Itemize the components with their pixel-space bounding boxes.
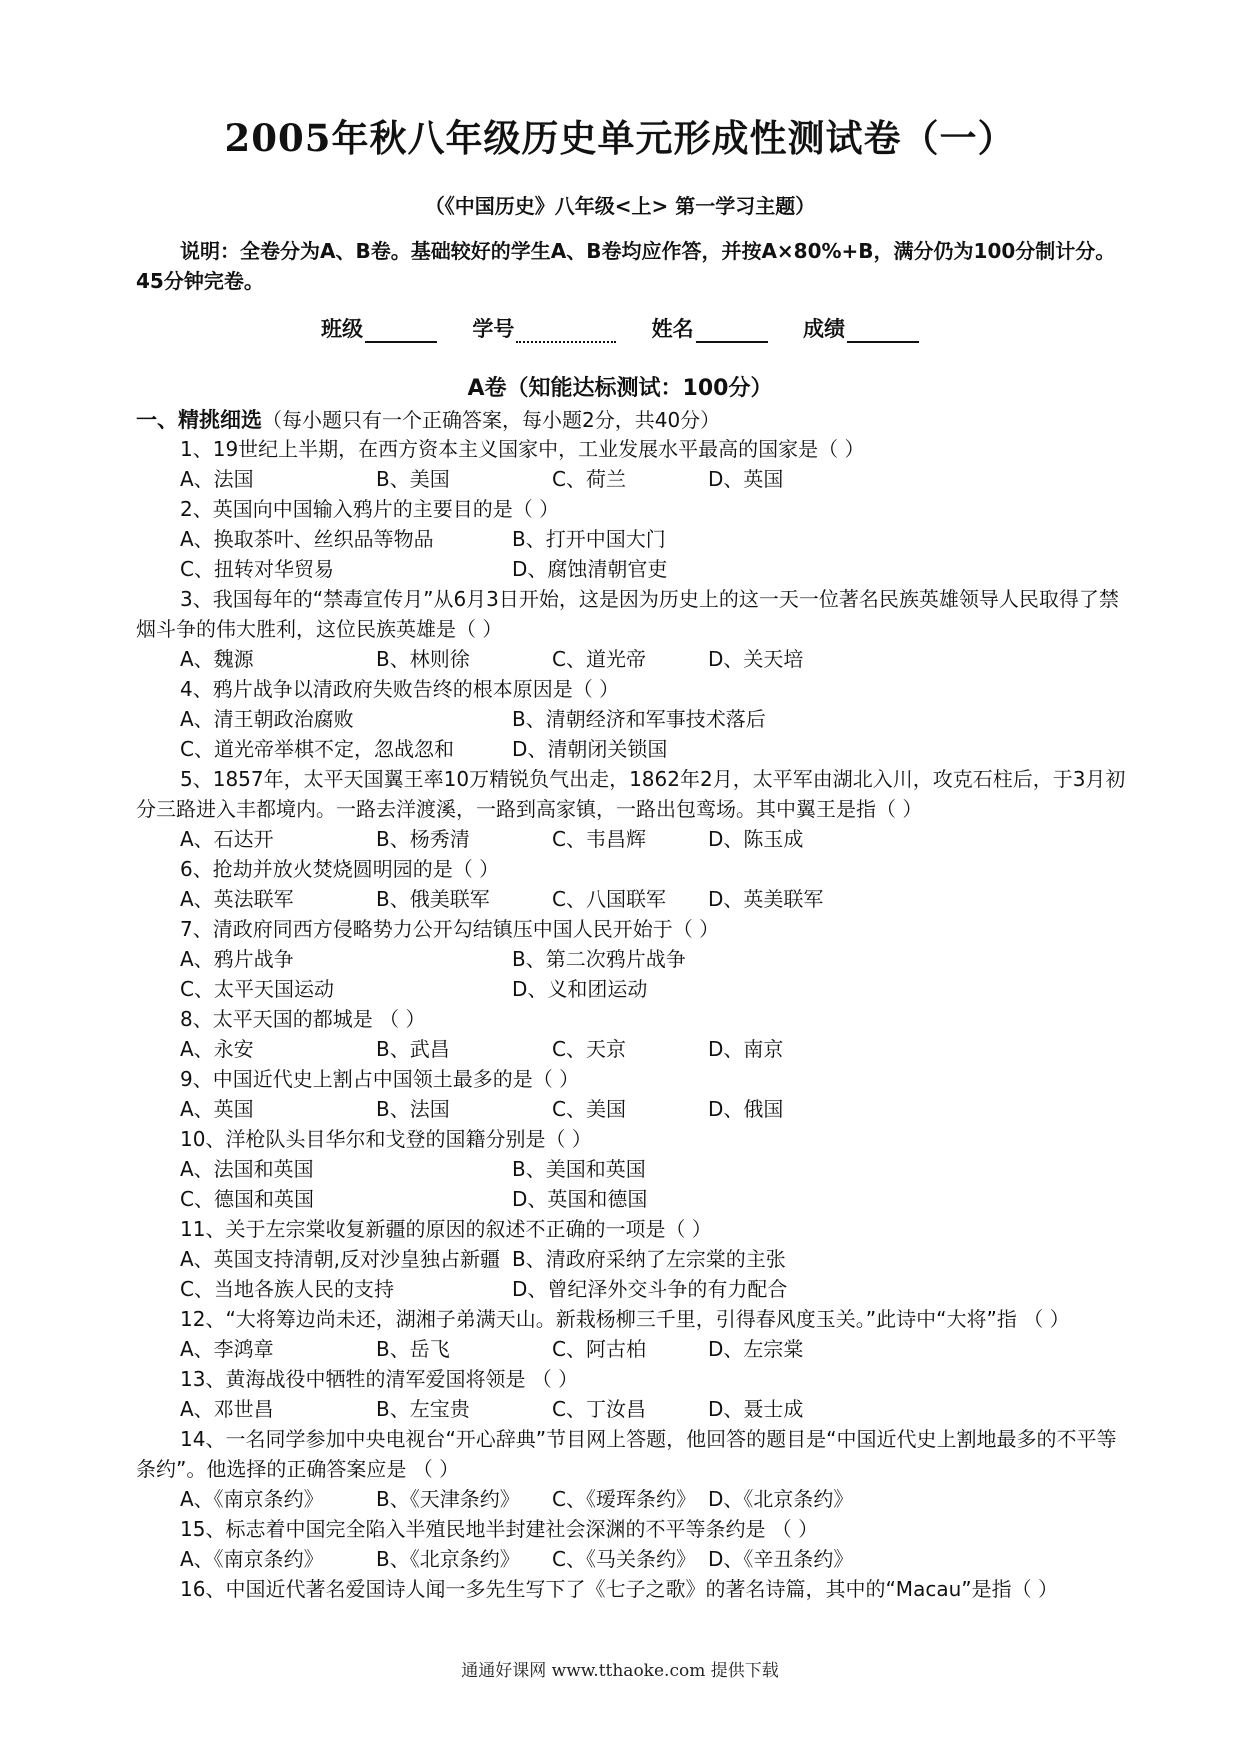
answer-option[interactable]: C、太平天国运动 [180,977,334,1001]
answer-option[interactable]: C、天京 [552,1037,626,1061]
name-field[interactable] [652,313,768,343]
answer-option[interactable]: B、武昌 [376,1037,450,1061]
question-13 [136,1364,1126,1424]
footer-credit: 通通好课网 www.tthaoke.com 提供下载 [461,1661,779,1681]
answer-option[interactable]: D、聂士成 [708,1397,804,1421]
question-stem: 8、太平天国的都城是 （ ） [180,1007,426,1031]
answer-option[interactable]: D、《北京条约》 [708,1487,854,1511]
answer-option[interactable]: B、美国 [376,467,450,491]
answer-option[interactable]: D、南京 [708,1037,784,1061]
option-row [136,824,1126,854]
question-15 [136,1514,1126,1574]
answer-option[interactable]: C、德国和英国 [180,1187,314,1211]
name-blank[interactable] [696,321,768,343]
question-9 [136,1064,1126,1124]
section-1-title: 一、精挑细选 [136,408,262,432]
question-stem: 4、鸦片战争以清政府失败告终的根本原因是（ ） [180,677,620,701]
page-title: 2005年秋八年级历史单元形成性测试卷（一） [224,116,1016,160]
answer-option[interactable]: A、英国 [180,1097,254,1121]
answer-option[interactable]: A、英国支持清朝,反对沙皇独占新疆 [180,1247,501,1271]
answer-option[interactable]: B、清朝经济和军事技术落后 [512,707,766,731]
answer-option[interactable]: C、丁汝昌 [552,1397,646,1421]
answer-option[interactable]: A、《南京条约》 [180,1487,324,1511]
section-a-heading: A卷（知能达标测试：100分） [467,376,773,401]
question-stem: 3、我国每年的“禁毒宣传月”从6月3日开始，这是因为历史上的这一天一位著名民族英雄领导人民取得了禁烟斗争的伟大胜利，这位民族英雄是（ ） [136,587,1119,641]
option-row [136,944,1126,974]
answer-option[interactable]: D、关天培 [708,647,804,671]
score-field[interactable] [803,313,919,343]
question-stem: 2、英国向中国输入鸦片的主要目的是（ ） [180,497,560,521]
option-row [136,1334,1126,1364]
question-8 [136,1004,1126,1064]
answer-option[interactable]: C、荷兰 [552,467,626,491]
option-row [136,704,1126,734]
answer-option[interactable]: A、永安 [180,1037,254,1061]
answer-option[interactable]: A、换取茶叶、丝织品等物品 [180,527,434,551]
answer-option[interactable]: A、石达开 [180,827,274,851]
answer-option[interactable]: A、法国 [180,467,254,491]
answer-option[interactable]: A、邓世昌 [180,1397,274,1421]
answer-option[interactable]: C、韦昌辉 [552,827,646,851]
option-row [136,1244,1126,1274]
answer-option[interactable]: D、腐蚀清朝官吏 [512,557,668,581]
question-7 [136,914,1126,1004]
answer-option[interactable]: D、英国和德国 [512,1187,648,1211]
class-label: 班级 [321,317,364,341]
section-1-heading [136,404,720,434]
answer-option[interactable]: B、法国 [376,1097,450,1121]
section-1-hint: （每小题只有一个正确答案，每小题2分，共40分） [262,408,721,432]
page-subtitle: （《中国历史》八年级<上> 第一学习主题） [424,194,816,218]
answer-option[interactable]: B、左宝贵 [376,1397,470,1421]
question-14 [136,1424,1126,1514]
option-row [136,1184,1126,1214]
question-stem: 5、1857年，太平天国翼王率10万精锐负气出走，1862年2月，太平军由湖北入川，攻克石柱后，于3月初分三路进入丰都境内。一路去洋渡溪，一路到高家镇，一路出包鸾场。其中翼王是指（ ） [136,767,1126,821]
question-stem: 7、清政府同西方侵略势力公开勾结镇压中国人民开始于（ ） [180,917,720,941]
answer-option[interactable]: C、扭转对华贸易 [180,557,334,581]
answer-option[interactable]: A、李鸿章 [180,1337,274,1361]
answer-option[interactable]: D、俄国 [708,1097,784,1121]
question-1 [136,434,1126,494]
number-blank[interactable] [516,321,616,343]
question-stem: 11、关于左宗棠收复新疆的原因的叙述不正确的一项是（ ） [180,1217,712,1241]
answer-option[interactable]: A、清王朝政治腐败 [180,707,354,731]
class-field[interactable] [321,313,437,343]
answer-option[interactable]: D、曾纪泽外交斗争的有力配合 [512,1277,788,1301]
answer-option[interactable]: B、美国和英国 [512,1157,646,1181]
question-11 [136,1214,1126,1304]
option-row [136,464,1126,494]
option-row [136,524,1126,554]
option-row [136,1154,1126,1184]
answer-option[interactable]: C、《马关条约》 [552,1547,696,1571]
question-16 [136,1574,1126,1604]
answer-option[interactable]: C、道光帝举棋不定，忽战忽和 [180,737,454,761]
answer-option[interactable]: B、第二次鸦片战争 [512,947,686,971]
question-stem: 10、洋枪队头目华尔和戈登的国籍分别是（ ） [180,1127,592,1151]
answer-option[interactable]: D、清朝闭关锁国 [512,737,668,761]
answer-option[interactable]: B、岳飞 [376,1337,450,1361]
question-10 [136,1124,1126,1214]
answer-option[interactable]: D、陈玉成 [708,827,804,851]
option-row [136,554,1126,584]
question-stem: 14、一名同学参加中央电视台“开心辞典”节目网上答题，他回答的题目是“中国近代史上割地最多的不平等条约”。他选择的正确答案应是 （ ） [136,1427,1117,1481]
answer-option[interactable]: A、英法联军 [180,887,294,911]
option-row [136,644,1126,674]
student-info-row [0,313,1240,343]
question-stem: 12、“大将筹边尚未还，湖湘子弟满天山。新栽杨柳三千里，引得春风度玉关。”此诗中“大将”指 （ ） [180,1307,1070,1331]
answer-option[interactable]: C、阿古柏 [552,1337,646,1361]
question-3 [136,584,1126,674]
question-stem: 9、中国近代史上割占中国领土最多的是（ ） [180,1067,580,1091]
answer-option[interactable]: B、《天津条约》 [376,1487,520,1511]
name-label: 姓名 [651,317,694,341]
answer-option[interactable]: A、魏源 [180,647,254,671]
question-list [136,434,1126,1604]
option-row [136,734,1126,764]
answer-option[interactable]: B、打开中国大门 [512,527,666,551]
answer-option[interactable]: C、道光帝 [552,647,646,671]
answer-option[interactable]: C、《瑷珲条约》 [552,1487,696,1511]
option-row [136,1394,1126,1424]
question-stem: 13、黄海战役中牺牲的清军爱国将领是 （ ） [180,1367,579,1391]
question-4 [136,674,1126,764]
question-2 [136,494,1126,584]
answer-option[interactable]: B、《北京条约》 [376,1547,520,1571]
option-row [136,1484,1126,1514]
option-row [136,884,1126,914]
option-row [136,1034,1126,1064]
question-12 [136,1304,1126,1364]
answer-option[interactable]: C、当地各族人民的支持 [180,1277,394,1301]
answer-option[interactable]: A、《南京条约》 [180,1547,324,1571]
answer-option[interactable]: D、《辛丑条约》 [708,1547,854,1571]
class-blank[interactable] [365,321,437,343]
answer-option[interactable]: B、杨秀清 [376,827,470,851]
option-row [136,1094,1126,1124]
number-label: 学号 [472,317,515,341]
option-row [136,1544,1126,1574]
option-row [136,1274,1126,1304]
answer-option[interactable]: B、清政府采纳了左宗棠的主张 [512,1247,786,1271]
answer-option[interactable]: D、左宗棠 [708,1337,804,1361]
instructions: 说明：全卷分为A、B卷。基础较好的学生A、B卷均应作答，并按A×80%+B，满分仍为100分制计分。45分钟完卷。 [136,239,1116,293]
question-stem: 15、标志着中国完全陷入半殖民地半封建社会深渊的不平等条约是 （ ） [180,1517,819,1541]
option-row [136,974,1126,1004]
score-blank[interactable] [847,321,919,343]
answer-option[interactable]: D、英国 [708,467,784,491]
question-6 [136,854,1126,914]
score-label: 成绩 [802,317,845,341]
answer-option[interactable]: D、义和团运动 [512,977,648,1001]
question-stem: 16、中国近代著名爱国诗人闻一多先生写下了《七子之歌》的著名诗篇，其中的“Macau”是指（ ） [180,1577,1058,1601]
answer-option[interactable]: C、美国 [552,1097,626,1121]
number-field[interactable] [472,313,616,343]
question-stem: 1、19世纪上半期，在西方资本主义国家中，工业发展水平最高的国家是（ ） [180,437,865,461]
answer-option[interactable]: A、法国和英国 [180,1157,314,1181]
answer-option[interactable]: C、八国联军 [552,887,666,911]
question-stem: 6、抢劫并放火焚烧圆明园的是（ ） [180,857,500,881]
answer-option[interactable]: B、林则徐 [376,647,470,671]
question-5 [136,764,1126,854]
answer-option[interactable]: B、俄美联军 [376,887,490,911]
answer-option[interactable]: D、英美联军 [708,887,824,911]
answer-option[interactable]: A、鸦片战争 [180,947,294,971]
